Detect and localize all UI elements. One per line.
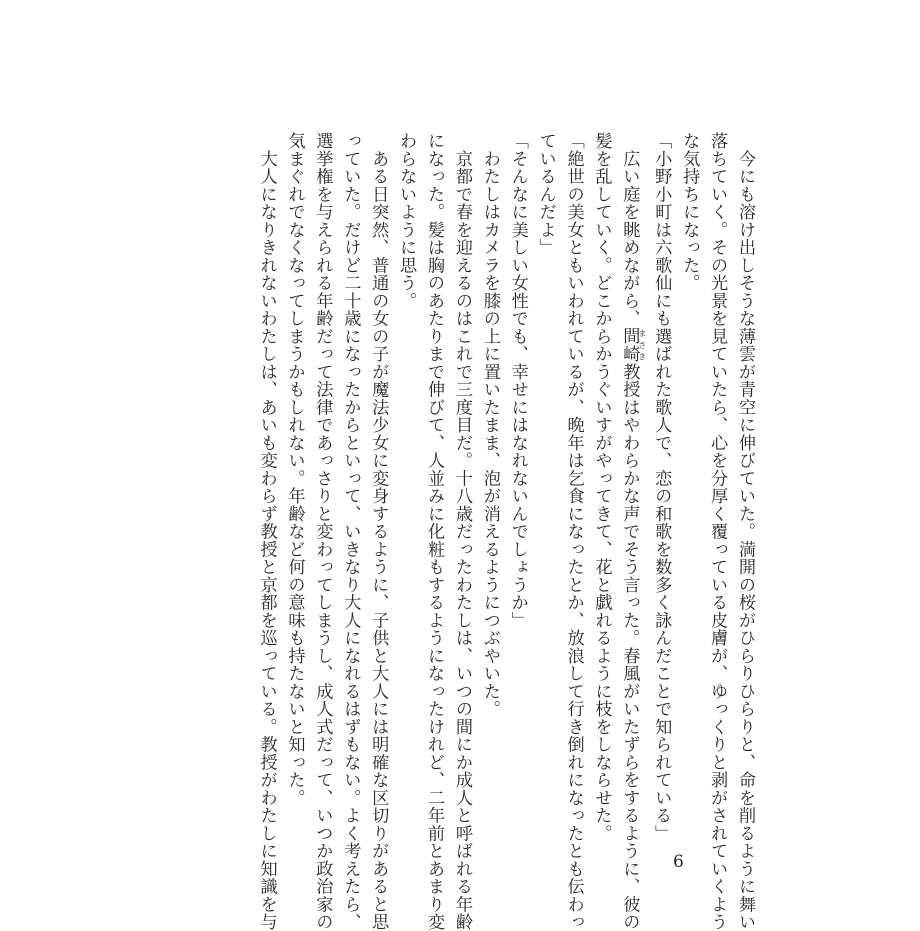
text-line: 京都で春を迎えるのはこれで三度目だ。十八歳だったわたしは、いつの間にか成人と呼ばれる年齢: [451, 132, 472, 931]
text-line: わらないように思う。: [396, 132, 417, 310]
text-line: 気まぐれでなくなってしまうかもしれない。年齢など何の意味も持たないと知った。: [284, 132, 305, 807]
text-line: 落ちていく。その光景を見ていたら、心を分厚く覆っている皮膚が、ゆっくりと剥がされていくよう: [707, 132, 728, 931]
text-line: 広い庭を眺めながら、間崎まさき教授はやわらかな声でそう言った。春風がいたずらをするように、彼の: [619, 132, 647, 931]
text-line: ある日突然、普通の女の子が魔法少女に変身するように、子供と大人には明確な区切りがあると思: [368, 132, 389, 931]
page-number: 6: [673, 852, 684, 872]
text-line: 大人になりきれないわたしは、あいも変わらず教授と京都を巡っている。教授がわたしに知識を与: [256, 132, 277, 931]
text-line: 「絶世の美女ともいわれているが、晩年は乞食になったとか、放浪して行き倒れになったとも伝わっ: [563, 132, 584, 931]
text-line: わたしはカメラを膝の上に置いたまま、泡が消えるようにつぶやいた。: [479, 132, 500, 718]
text-line: ているんだよ」: [535, 132, 556, 257]
vertical-body-text: [252, 132, 758, 931]
text-line: 選挙権を与えられる年齢だって法律であっさりと変わってしまうし、成人式だって、いつか政治家の: [312, 132, 333, 931]
furigana-reading: まさき: [637, 327, 647, 363]
text-line: 「そんなに美しい女性でも、幸せにはなれないんでしょうか」: [507, 132, 528, 629]
text-line: っていた。だけど二十歳になったからといって、いきなり大人になれるはずもない。よく考えたら、: [340, 132, 361, 931]
text-line: になった。髪は胸のあたりまで伸びて、人並みに化粧もするようになったけれど、二年前とあまり変: [424, 132, 445, 931]
text-line: 「小野小町は六歌仙にも選ばれた歌人で、恋の和歌を数多く詠んだことで知られている」: [651, 132, 672, 842]
furigana-ruby: 間崎まさき: [619, 327, 647, 363]
text-line: 今にも溶け出しそうな薄雲が青空に伸びていた。満開の桜がひらりひらりと、命を削るように舞い: [735, 132, 755, 931]
text-line: な気持ちになった。: [679, 132, 700, 292]
text-line: 髪を乱していく。どこからかうぐいすがやってきて、花と戯れるように枝をしならせた。: [591, 132, 612, 842]
